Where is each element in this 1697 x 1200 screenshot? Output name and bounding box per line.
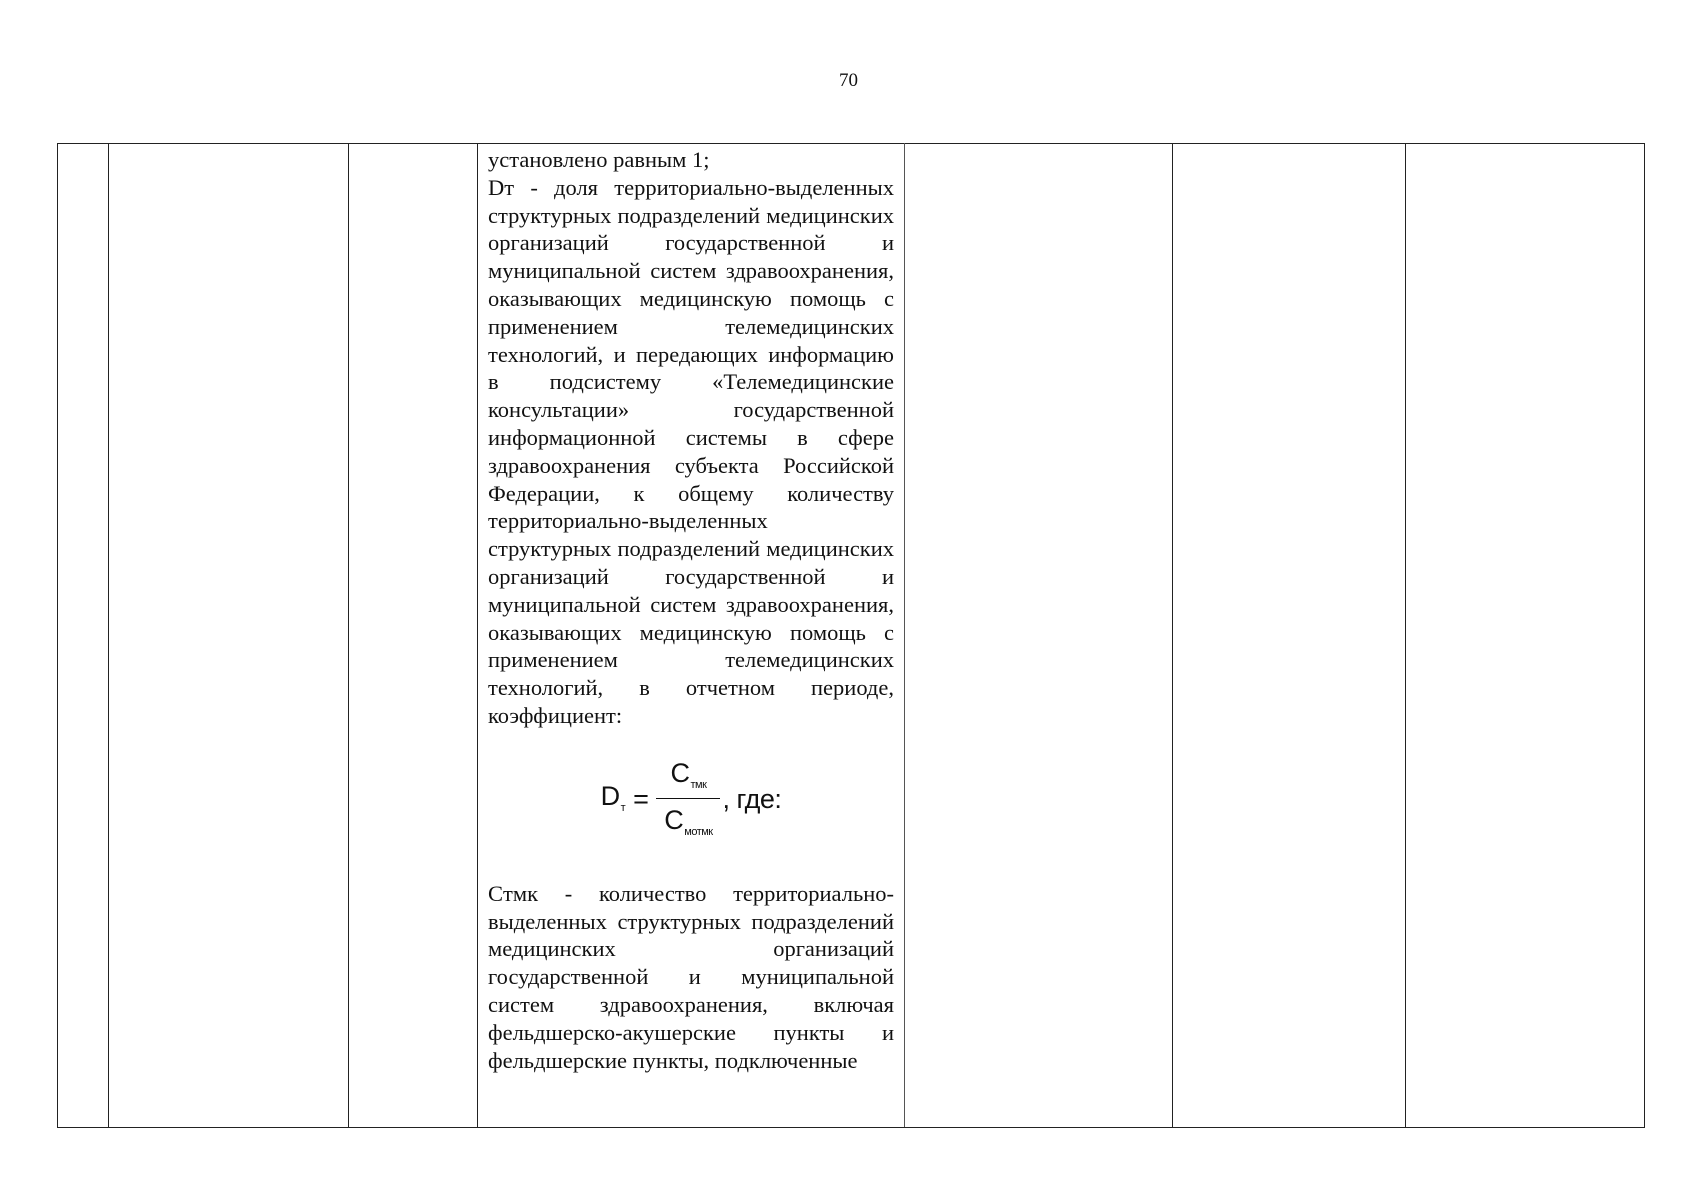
- paragraph-stmk: Cтмк - количество территориально-выделенных структурных подразделений медицинских организаций государственной и муниципальной систем здравоохранения, включая фельдшерско-акушерские пункты и фельдшерские пункты, подключенные: [488, 880, 894, 1073]
- table-cell-notes: [1406, 144, 1645, 1128]
- table-cell-name: [109, 144, 349, 1128]
- formula-denominator-subscript: мотмк: [684, 826, 713, 839]
- formula-dt: [488, 746, 894, 854]
- table-cell-number: [58, 144, 109, 1128]
- formula-tail: , где:: [722, 783, 782, 814]
- formula-fraction: [656, 756, 720, 843]
- formula-denominator-symbol: C: [664, 805, 684, 836]
- methodology-text: [478, 144, 904, 1126]
- paragraph-definition: установлено равным 1; Dт - доля территориально-выделенных структурных подразделений медицинских организаций государственной и муниципальной систем здравоохранения, оказывающих медицинскую помощь с применением телемедицинских технологий, и передающих информацию в подсистему «Телемедицинские консультации» государственной информационной системы в сфере здравоохранения субъекта Российской Федерации, к общему количеству территориально-выделенных структурных подразделений медицинских организаций государственной и муниципальной систем здравоохранения, оказывающих медицинскую помощь с применением телемедицинских технологий, в отчетном периоде, коэффициент:: [488, 147, 894, 728]
- formula-lhs: [600, 780, 626, 817]
- formula-denominator: [664, 803, 712, 843]
- formula-numerator-subscript: тмк: [690, 779, 707, 792]
- fraction-bar: [656, 798, 720, 799]
- formula-lhs-subscript: т: [620, 801, 626, 814]
- document-table: [57, 143, 1645, 1128]
- formula-lhs-symbol: D: [600, 780, 620, 811]
- table-cell-source: [905, 144, 1173, 1128]
- formula-equals: =: [633, 783, 649, 814]
- table-cell-unit: [349, 144, 478, 1128]
- page-number: 70: [839, 70, 858, 91]
- formula-numerator-symbol: C: [670, 758, 690, 789]
- table-row: [58, 144, 1645, 1128]
- table-cell-responsible: [1173, 144, 1406, 1128]
- formula-numerator: [670, 756, 706, 796]
- table-cell-methodology: [478, 144, 905, 1128]
